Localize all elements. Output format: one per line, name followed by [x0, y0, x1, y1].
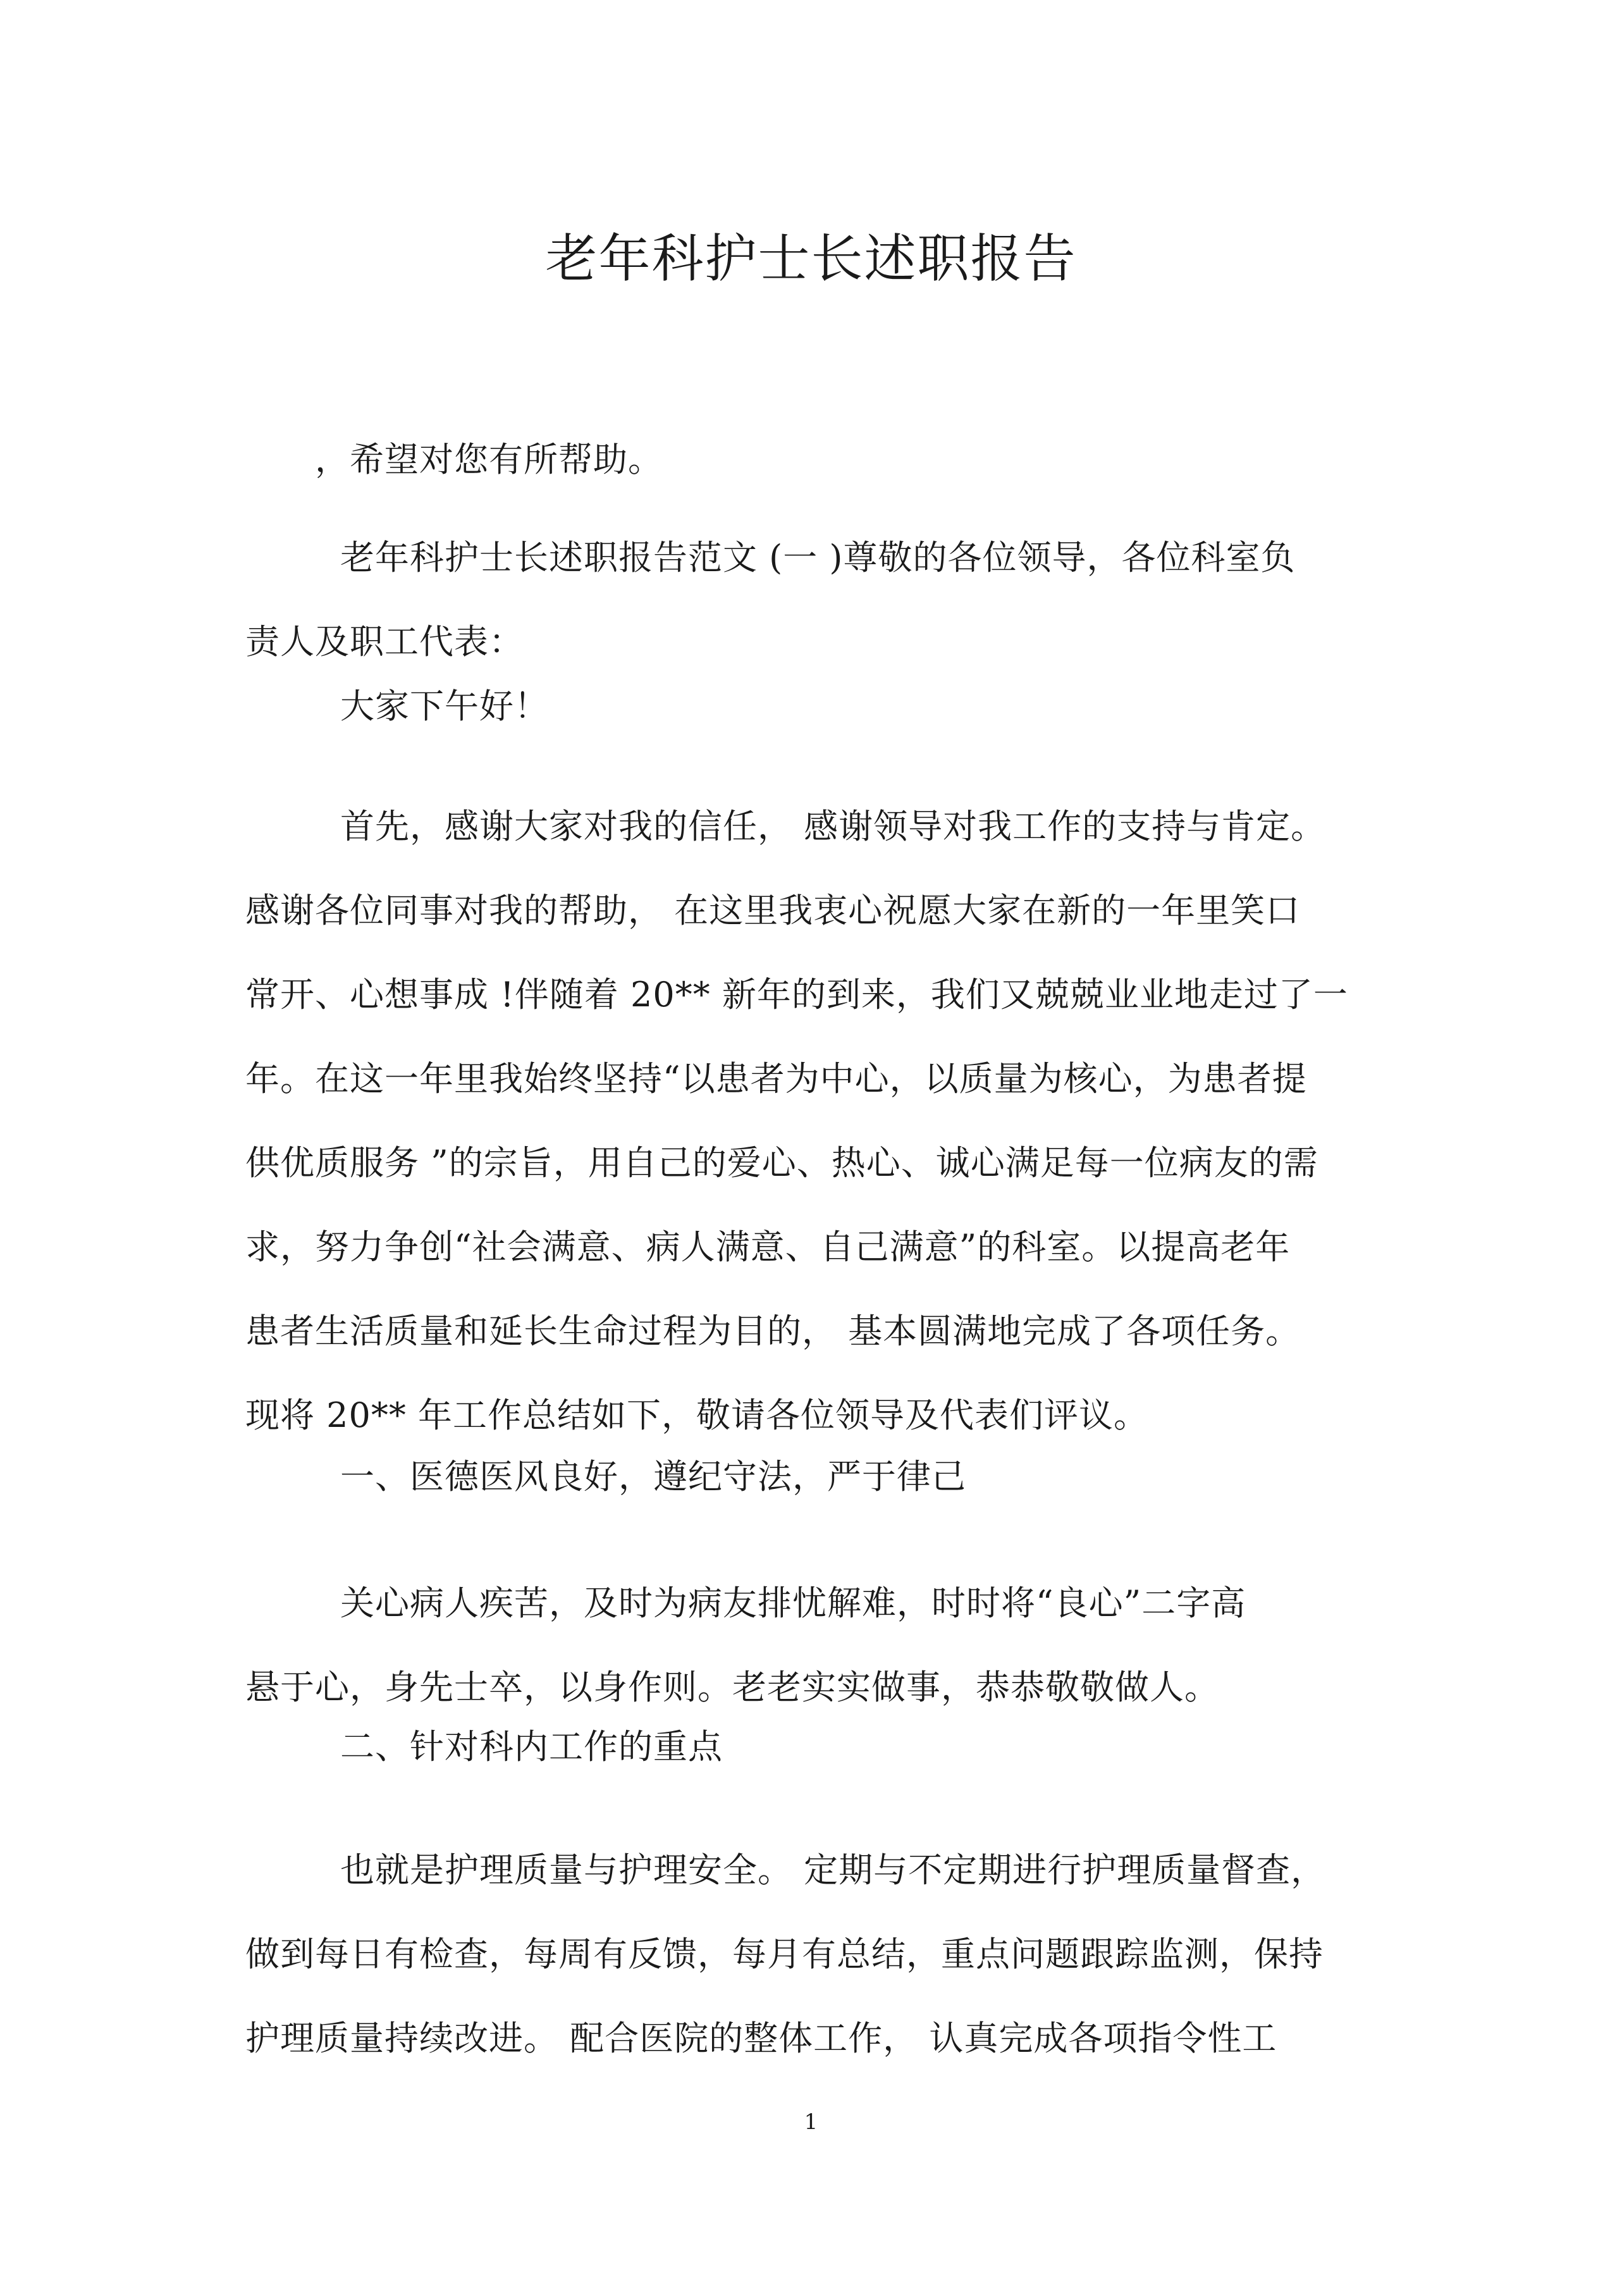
- document-title: 老年科护士长述职报告: [545, 229, 1077, 289]
- paragraph-line: 供优质服务 ”的宗旨，用自己的爱心、热心、诚心满足每一位病友的需: [245, 1143, 1318, 1183]
- paragraph-intro: [245, 417, 1377, 502]
- paragraph-line: 护理质量持续改进。 配合医院的整体工作， 认真完成各项指令性工: [245, 2018, 1277, 2058]
- page-number: 1: [804, 2109, 818, 2135]
- paragraph-line: 常开、心想事成 !伴随着 20** 新年的到来，我们又兢兢业业地走过了一: [245, 975, 1348, 1015]
- paragraph-line: ，希望对您有所帮助。: [315, 440, 663, 479]
- paragraph-salutation: [245, 515, 1377, 684]
- paragraph-thanks: [245, 784, 1377, 1457]
- section-heading-2: [245, 1705, 1377, 1789]
- paragraph-line: 做到每日有检查，每周有反馈，每月有总结，重点问题跟踪监测，保持: [245, 1934, 1324, 1974]
- paragraph-line: 责人及职工代表：: [245, 622, 524, 662]
- paragraph-line: 现将 20** 年工作总结如下，敬请各位领导及代表们评议。: [245, 1395, 1149, 1435]
- paragraph-line: 悬于心，身先士卒，以身作则。老老实实做事，恭恭敬敬做人。: [245, 1667, 1219, 1707]
- paragraph-line: 首先，感谢大家对我的信任， 感谢领导对我工作的支持与肯定。: [340, 806, 1326, 846]
- paragraph-line: 感谢各位同事对我的帮助， 在这里我衷心祝愿大家在新的一年里笑口: [245, 891, 1301, 930]
- paragraph-line: 一、医德医风良好，遵纪守法，严于律己: [340, 1457, 966, 1497]
- paragraph-line: 老年科护士长述职报告范文 (一 )尊敬的各位领导，各位科室负: [340, 538, 1296, 577]
- paragraph-line: 二、针对科内工作的重点: [340, 1727, 723, 1767]
- section-heading-1: [245, 1435, 1377, 1519]
- paragraph-line: 关心病人疾苦，及时为病友排忧解难，时时将“良心”二字高: [340, 1583, 1246, 1623]
- paragraph-line: 大家下午好！: [340, 686, 549, 726]
- paragraph-quality: [245, 1828, 1377, 2080]
- paragraph-line: 患者生活质量和延长生命过程为目的， 基本圆满地完成了各项任务。: [245, 1311, 1301, 1351]
- paragraph-line: 也就是护理质量与护理安全。 定期与不定期进行护理质量督查，: [340, 1850, 1326, 1890]
- paragraph-greeting: [245, 664, 1377, 748]
- paragraph-line: 年。在这一年里我始终坚持“以患者为中心，以质量为核心，为患者提: [245, 1059, 1307, 1099]
- paragraph-line: 求，努力争创“社会满意、病人满意、自己满意”的科室。以提高老年: [245, 1227, 1291, 1267]
